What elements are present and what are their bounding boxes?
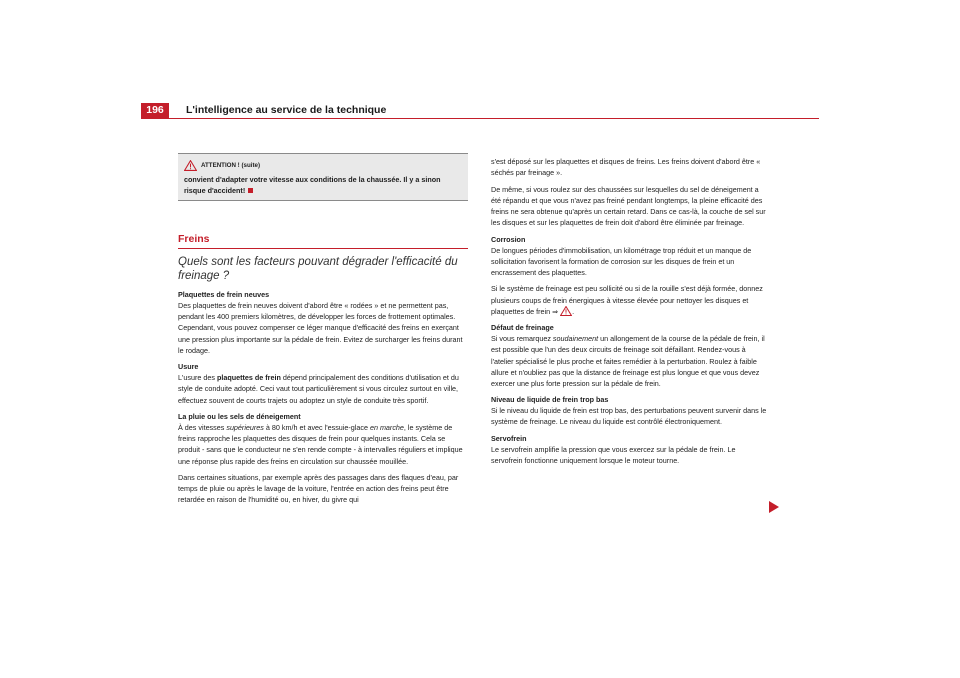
subheading-servofrein: Servofrein	[491, 434, 527, 444]
subheading-corrosion: Corrosion	[491, 234, 526, 244]
continue-arrow-icon	[769, 501, 779, 513]
paragraph-pluie-2: Dans certaines situations, par exemple après des passages dans des flaques d'eau, par temps de pluie ou après le lavage de la voiture, l'entrée en action des freins peut être retardée en raison de l'humidité ou, en hiver, du givre qui	[178, 473, 459, 505]
chapter-title: L'intelligence au service de la technique	[186, 104, 387, 116]
paragraph-niveau: Si le niveau du liquide de frein est trop bas, des perturbations peuvent survenir dans le système de freinage. Le niveau du liquide est contrôlé électroniquement.	[491, 406, 767, 427]
section-question: Quels sont les facteurs pouvant dégrader l'efficacité du freinage ?	[178, 256, 458, 283]
paragraph-plaquettes: Des plaquettes de frein neuves doivent d'abord être « rodées » et ne permettent pas, pendant les 400 premiers kilomètres, de développer les forces de frottement optimales. Cependant, vous pouvez compenser ce léger manque d'efficacité des freins en exerçant une pression plus importante sur la pédale de frein. Evitez de surcharger les freins durant le rodage.	[178, 301, 463, 355]
paragraph-corrosion-2: Si le système de freinage est peu sollicité ou si de la rouille s'est déjà formée, donnez plusieurs coups de frein énergiques à vitesse élevée pour nettoyer les disques et plaquettes de frein ⇒ .	[491, 284, 763, 316]
paragraph-sechage: s'est déposé sur les plaquettes et disques de freins. Les freins doivent d'abord être « séchés par freinage ».	[491, 157, 761, 178]
paragraph-corrosion: De longues périodes d'immobilisation, un kilométrage trop réduit et un manque de sollicitation favorisent la formation de corrosion sur les disques de frein et un encrassement des plaquettes.	[491, 245, 752, 277]
paragraph-servofrein: Le servofrein amplifie la pression que vous exercez sur la pédale de frein. Le servofrein fonctionne uniquement lorsque le moteur tourne.	[491, 445, 736, 466]
warning-heading	[184, 160, 462, 171]
section-divider	[178, 248, 468, 249]
warning-triangle-icon	[560, 306, 572, 316]
subheading-niveau: Niveau de liquide de frein trop bas	[491, 395, 609, 405]
left-column	[178, 153, 468, 511]
warning-triangle-icon	[184, 160, 197, 171]
warning-box	[178, 153, 468, 201]
page-number: 196	[141, 103, 169, 118]
paragraph-pluie: À des vitesses supérieures à 80 km/h et avec l'essuie-glace en marche, le système de freins rapproche les plaquettes des disques de frein pour quelques instants. Cela se produit - sans que le conducteur ne s'en rende compte - à intervalles réguliers et implique une réponse plus rapide des freins en circulation sur chaussée mouillée.	[178, 423, 463, 466]
subheading-usure: Usure	[178, 362, 199, 372]
subheading-pluie: La pluie ou les sels de déneigement	[178, 412, 301, 422]
right-column	[491, 156, 769, 472]
paragraph-defaut: Si vous remarquez soudainement un allongement de la course de la pédale de frein, il est possible que l'un des deux circuits de freinage soit défaillant. Rendez-vous à l'atelier spécialisé le plus proche et faites remédier à la perturbation. Roulez à faible allure et n'oubliez pas que la distance de freinage est plus longue et que vous devez exercer une plus forte pression sur la pédale de frein.	[491, 334, 765, 388]
warning-heading-text: ATTENTION ! (suite)	[201, 162, 261, 169]
subheading-defaut: Défaut de freinage	[491, 323, 554, 333]
subheading-plaquettes: Plaquettes de frein neuves	[178, 290, 270, 300]
paragraph-sel: De même, si vous roulez sur des chaussées sur lesquelles du sel de déneigement a été répandu et que vous n'avez pas freiné pendant longtemps, la pleine efficacité des freins ne sera obtenue qu'après un certain retard. Dans ce cas-là, la couche de sel sur les disques et sur les plaquettes de frein doit d'abord être éliminée par freinage.	[491, 184, 766, 227]
paragraph-usure: L'usure des plaquettes de frein dépend principalement des conditions d'utilisation et du style de conduite adopté. Ceci vaut tout particulièrement si vous circulez surtout en ville, effectuez souvent de courts trajets ou adoptez un style de conduite très sportif.	[178, 373, 459, 405]
end-marker-icon	[248, 188, 253, 193]
header-divider	[141, 118, 819, 119]
warning-text: convient d'adapter votre vitesse aux conditions de la chaussée. Il y a sinon risque d'accident!	[184, 175, 441, 195]
section-title: Freins	[178, 233, 210, 246]
